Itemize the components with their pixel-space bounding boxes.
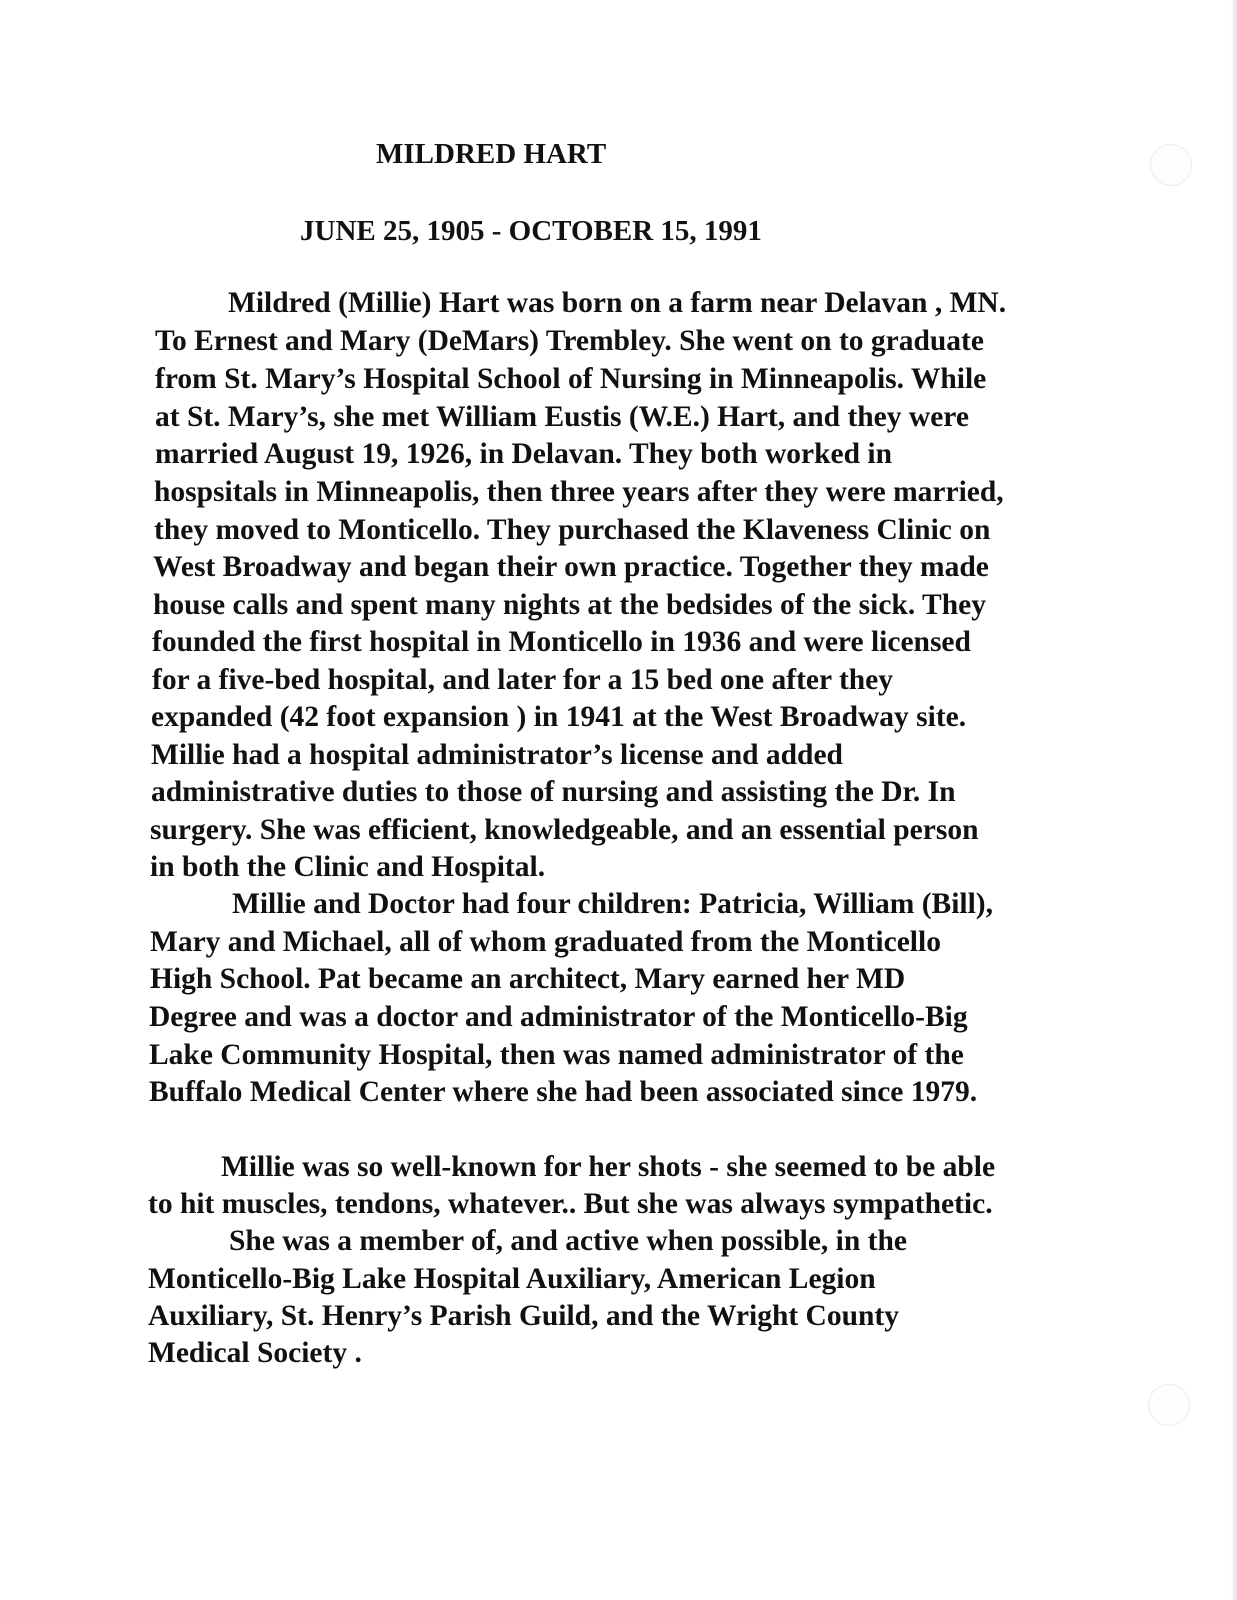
body-line: to hit muscles, tendons, whatever.. But she was always sympathetic. (148, 1188, 993, 1220)
body-line: Mildred (Millie) Hart was born on a farm near Delavan , MN. (228, 287, 1007, 319)
document-title: MILDRED HART (376, 138, 607, 170)
body-line: administrative duties to those of nursing and assisting the Dr. In (151, 776, 956, 808)
punch-hole-bottom (1148, 1384, 1190, 1426)
body-line: Millie had a hospital administrator’s license and added (151, 739, 843, 771)
body-line: High School. Pat became an architect, Mary earned her MD (150, 963, 906, 995)
body-line: from St. Mary’s Hospital School of Nursing in Minneapolis. While (155, 363, 987, 395)
body-line: married August 19, 1926, in Delavan. They both worked in (155, 438, 893, 470)
body-line: house calls and spent many nights at the bedsides of the sick. They (153, 589, 986, 621)
punch-hole-top (1150, 144, 1192, 186)
body-line: Medical Society . (148, 1337, 362, 1369)
body-line: West Broadway and began their own practice. Together they made (153, 551, 989, 583)
body-line: surgery. She was efficient, knowledgeable, and an essential person (150, 814, 979, 846)
body-line: Millie and Doctor had four children: Patricia, William (Bill), (232, 888, 993, 920)
body-line: hospsitals in Minneapolis, then three years after they were married, (154, 476, 1004, 508)
body-line: Monticello-Big Lake Hospital Auxiliary, American Legion (148, 1263, 876, 1295)
body-line: Buffalo Medical Center where she had been associated since 1979. (149, 1076, 978, 1108)
body-line: Mary and Michael, all of whom graduated from the Monticello (150, 926, 941, 958)
body-line: Lake Community Hospital, then was named administrator of the (149, 1039, 964, 1071)
body-line: She was a member of, and active when possible, in the (229, 1225, 907, 1257)
body-line: at St. Mary’s, she met William Eustis (W.E.) Hart, and they were (155, 401, 969, 433)
body-line: in both the Clinic and Hospital. (150, 851, 546, 883)
body-line: Millie was so well-known for her shots - she seemed to be able (221, 1151, 996, 1183)
body-line: expanded (42 foot expansion ) in 1941 at the West Broadway site. (151, 701, 967, 733)
body-line: Auxiliary, St. Henry’s Parish Guild, and the Wright County (148, 1300, 899, 1332)
body-line: they moved to Monticello. They purchased the Klaveness Clinic on (154, 514, 991, 546)
body-line: Degree and was a doctor and administrator of the Monticello-Big (149, 1001, 968, 1033)
body-line: To Ernest and Mary (DeMars) Trembley. She went on to graduate (155, 325, 984, 357)
body-line: founded the first hospital in Monticello in 1936 and were licensed (152, 626, 971, 658)
page-edge-shadow (1231, 0, 1237, 1600)
body-line: for a five-bed hospital, and later for a 15 bed one after they (152, 664, 894, 696)
life-dates: JUNE 25, 1905 - OCTOBER 15, 1991 (300, 215, 762, 247)
